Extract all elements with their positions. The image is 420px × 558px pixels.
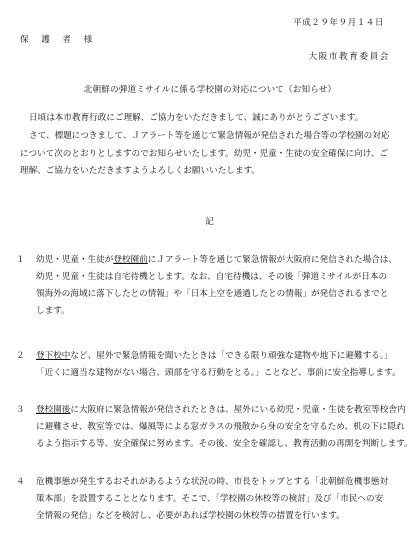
intro-line-3: について次のとおりとしますのでお知らせいたします。幼児・児童・生徒の安全確保に向け、ご <box>20 148 389 159</box>
item-line <box>36 402 413 419</box>
underlined-term: 登校園後 <box>36 405 71 415</box>
recipient: 保 護 者 様 <box>20 35 95 45</box>
item-line: 危機事態が発生するおそれがあるような状況の時、市長をトップとする「北朝鮮危機事態対 <box>36 477 389 487</box>
item-number: １ <box>16 255 25 265</box>
item-number: ３ <box>16 405 25 415</box>
document-date: 平成２９年９月１４日 <box>293 18 384 28</box>
intro-line-4: 理解、ご協力をいただきますようよろしくお願いいたします。 <box>20 166 260 176</box>
item-number: ２ <box>16 351 25 361</box>
intro-line-2: さて、標題につきまして、Ｊアラート等を通じて緊急情報が発信された場合等の学校園の対応 <box>29 131 390 141</box>
item-text: にＪアラート等を通じて緊急情報が大阪府に発信された場合は、 <box>147 255 397 265</box>
underlined-term: 登下校中 <box>36 351 71 361</box>
intro-body <box>20 128 412 181</box>
intro-line-1: 日頃は本市教育行政にご理解、ご協力をいただきまして、誠にありがとうございます。 <box>29 113 364 123</box>
item-line: 「近くに適当な建物がない場合、頭部を守る行動をとる。」ことなど、事前に安全指導します。 <box>36 368 401 378</box>
underlined-term: 登校園前 <box>113 255 148 265</box>
sender: 大阪市教育委員会 <box>308 52 390 62</box>
item-line: 策本部」を設置することとなります。そこで、「学校園の休校等の検討」及び「市民への安 <box>36 494 384 504</box>
item-line: します。 <box>36 306 70 316</box>
item-line: に避難させ、教室等では、爆風等による窓ガラスの飛散から身の安全を守るため、机の下に隠れ <box>36 422 405 432</box>
ki-heading: 記 <box>205 217 215 227</box>
document-title: 北朝鮮の弾道ミサイルに係る学校園の対応について（お知らせ） <box>83 85 337 95</box>
item-line: 全情報の発信」などを検討し、必要があれば学校園の休校等の措置を行います。 <box>36 511 345 521</box>
item-line: 領海外の海域に落下したとの情報」や「日本上空を通過したとの情報」が発信されるまでと <box>36 289 389 299</box>
item-text: など、屋外で緊急情報を聞いたときは「できる限り頑強な建物や地下に避難する。」 <box>70 351 393 361</box>
item-number: ４ <box>16 477 25 487</box>
item-line: るよう指示する等、安全確保に努めます。その後、安全を確認し、教育活動の再開を判断します。 <box>36 439 413 449</box>
item-line: 幼児・児童・生徒は自宅待機とします。なお、自宅待機は、その後「弾道ミサイルが日本の <box>36 272 388 282</box>
item-text: に大阪府に緊急情報が発信されたときは、屋外にいる幼児・児童・生徒を教室等校舎内 <box>70 405 406 415</box>
item-line <box>36 348 401 365</box>
item-line <box>36 252 397 269</box>
intro-greeting <box>20 110 412 128</box>
item-text: 幼児・児童・生徒が <box>36 255 114 265</box>
